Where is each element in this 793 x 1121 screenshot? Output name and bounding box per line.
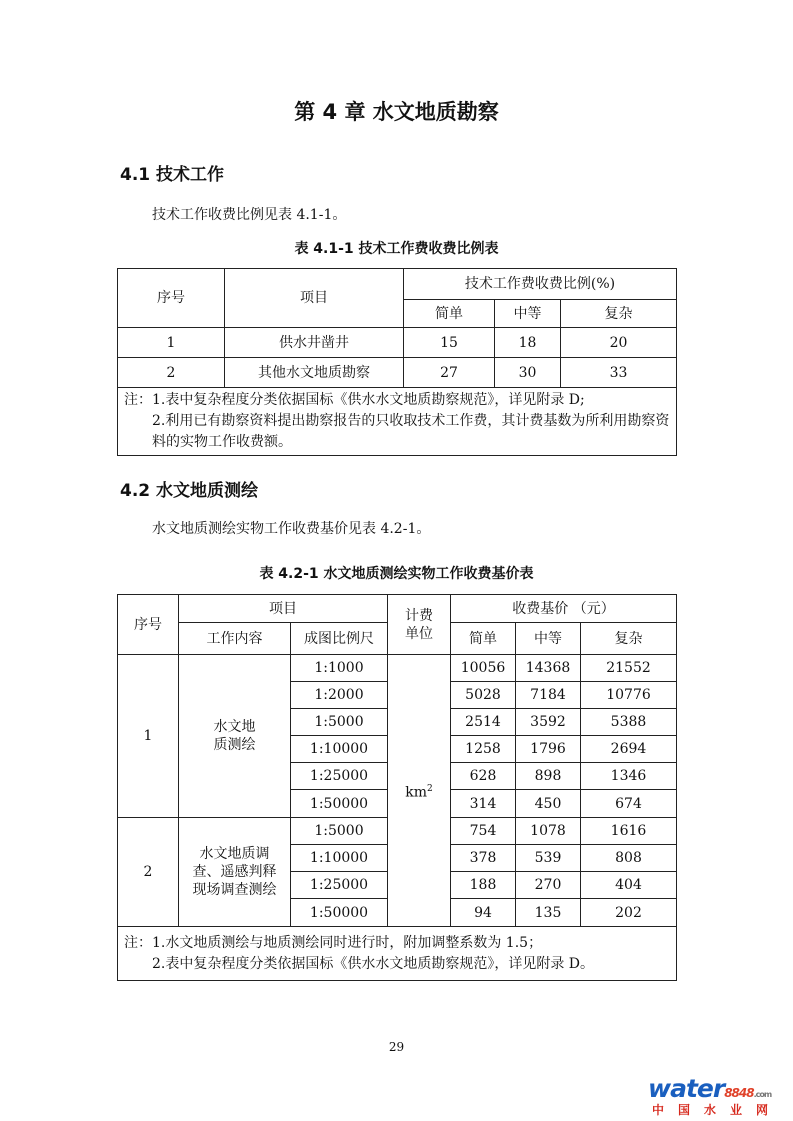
table-4-2-1-caption: 表 4.2-1 水文地质测绘实物工作收费基价表 [259, 566, 534, 582]
header-item: 项目 [225, 269, 404, 328]
cell-simple: 754 [451, 818, 516, 845]
table-row [118, 328, 677, 358]
section-4-2-intro: 水文地质测绘实物工作收费基价见表 4.2-1。 [152, 521, 431, 537]
header-medium: 中等 [516, 623, 581, 655]
section-heading-4-1: 4.1 技术工作 [120, 165, 225, 185]
cell-scale: 1:2000 [291, 682, 388, 709]
header-billing-unit: 计费 单位 [388, 595, 451, 655]
cell-complex: 1616 [581, 818, 677, 845]
cell-medium: 135 [516, 899, 581, 927]
cell-serial: 1 [118, 655, 179, 818]
table-row [118, 358, 677, 388]
table-4-1-1-caption: 表 4.1-1 技术工作费收费比例表 [294, 241, 499, 257]
cell-medium: 898 [516, 763, 581, 790]
cell-complex: 202 [581, 899, 677, 927]
table-4-2-1 [117, 594, 677, 981]
cell-work-content: 水文地 质测绘 [179, 655, 291, 818]
cell-medium: 14368 [516, 655, 581, 682]
cell-complex: 20 [561, 328, 677, 358]
cell-serial: 2 [118, 358, 225, 388]
header-serial: 序号 [118, 595, 179, 655]
cell-complex: 404 [581, 872, 677, 899]
header-price-group: 收费基价 （元） [451, 595, 677, 623]
cell-complex: 10776 [581, 682, 677, 709]
cell-complex: 2694 [581, 736, 677, 763]
section-heading-4-2: 4.2 水文地质测绘 [120, 481, 259, 501]
cell-scale: 1:25000 [291, 872, 388, 899]
chapter-title: 第 4 章 水文地质勘察 [294, 100, 499, 124]
cell-simple: 10056 [451, 655, 516, 682]
cell-complex: 5388 [581, 709, 677, 736]
cell-medium: 3592 [516, 709, 581, 736]
cell-simple: 378 [451, 845, 516, 872]
header-simple: 简单 [404, 300, 495, 328]
header-simple: 简单 [451, 623, 516, 655]
cell-simple: 188 [451, 872, 516, 899]
header-work-content: 工作内容 [179, 623, 291, 655]
note-line: 注：1.表中复杂程度分类依据国标《供水水文地质勘察规范》，详见附录 D; [124, 392, 585, 408]
cell-simple: 27 [404, 358, 495, 388]
cell-medium: 270 [516, 872, 581, 899]
cell-item: 供水井凿井 [225, 328, 404, 358]
cell-scale: 1:50000 [291, 790, 388, 818]
cell-simple: 314 [451, 790, 516, 818]
cell-medium: 30 [495, 358, 561, 388]
cell-scale: 1:25000 [291, 763, 388, 790]
cell-item: 其他水文地质勘察 [225, 358, 404, 388]
cell-medium: 18 [495, 328, 561, 358]
table-4-2-1-notes [118, 927, 677, 981]
note-line: 注：1.水文地质测绘与地质测绘同时进行时，附加调整系数为 1.5； [124, 934, 543, 951]
cell-simple: 628 [451, 763, 516, 790]
section-4-1-intro: 技术工作收费比例见表 4.1-1。 [152, 207, 347, 223]
cell-scale: 1:5000 [291, 709, 388, 736]
site-watermark-logo: water8848.com 中国水业网 [648, 1074, 783, 1117]
cell-simple: 2514 [451, 709, 516, 736]
cell-serial: 2 [118, 818, 179, 927]
cell-medium: 7184 [516, 682, 581, 709]
table-4-1-1-notes [118, 388, 677, 456]
cell-complex: 674 [581, 790, 677, 818]
cell-complex: 808 [581, 845, 677, 872]
header-item-group: 项目 [179, 595, 388, 623]
header-medium: 中等 [495, 300, 561, 328]
cell-complex: 33 [561, 358, 677, 388]
header-ratio-group: 技术工作费收费比例(%) [404, 269, 677, 300]
note-line: 2.利用已有勘察资料提出勘察报告的只收取技术工作费，其计费基数为所利用勘察资料的实物工作收费额。 [152, 413, 670, 450]
cell-simple: 5028 [451, 682, 516, 709]
table-row [118, 655, 677, 682]
cell-simple: 15 [404, 328, 495, 358]
page-number: 29 [388, 1040, 405, 1054]
cell-medium: 450 [516, 790, 581, 818]
table-4-1-1 [117, 268, 677, 456]
cell-medium: 1796 [516, 736, 581, 763]
cell-simple: 1258 [451, 736, 516, 763]
cell-scale: 1:1000 [291, 655, 388, 682]
cell-medium: 1078 [516, 818, 581, 845]
cell-unit: $km^2$ [388, 655, 451, 927]
cell-work-content: 水文地质调 查、遥感判释 现场调查测绘 [179, 818, 291, 927]
cell-serial: 1 [118, 328, 225, 358]
cell-complex: 21552 [581, 655, 677, 682]
header-complex: 复杂 [561, 300, 677, 328]
cell-complex: 1346 [581, 763, 677, 790]
header-serial: 序号 [118, 269, 225, 328]
cell-scale: 1:5000 [291, 818, 388, 845]
note-line: 2.表中复杂程度分类依据国标《供水水文地质勘察规范》，详见附录 D。 [152, 955, 595, 972]
cell-medium: 539 [516, 845, 581, 872]
cell-scale: 1:10000 [291, 845, 388, 872]
cell-scale: 1:50000 [291, 899, 388, 927]
header-complex: 复杂 [581, 623, 677, 655]
cell-scale: 1:10000 [291, 736, 388, 763]
header-map-scale: 成图比例尺 [291, 623, 388, 655]
cell-simple: 94 [451, 899, 516, 927]
